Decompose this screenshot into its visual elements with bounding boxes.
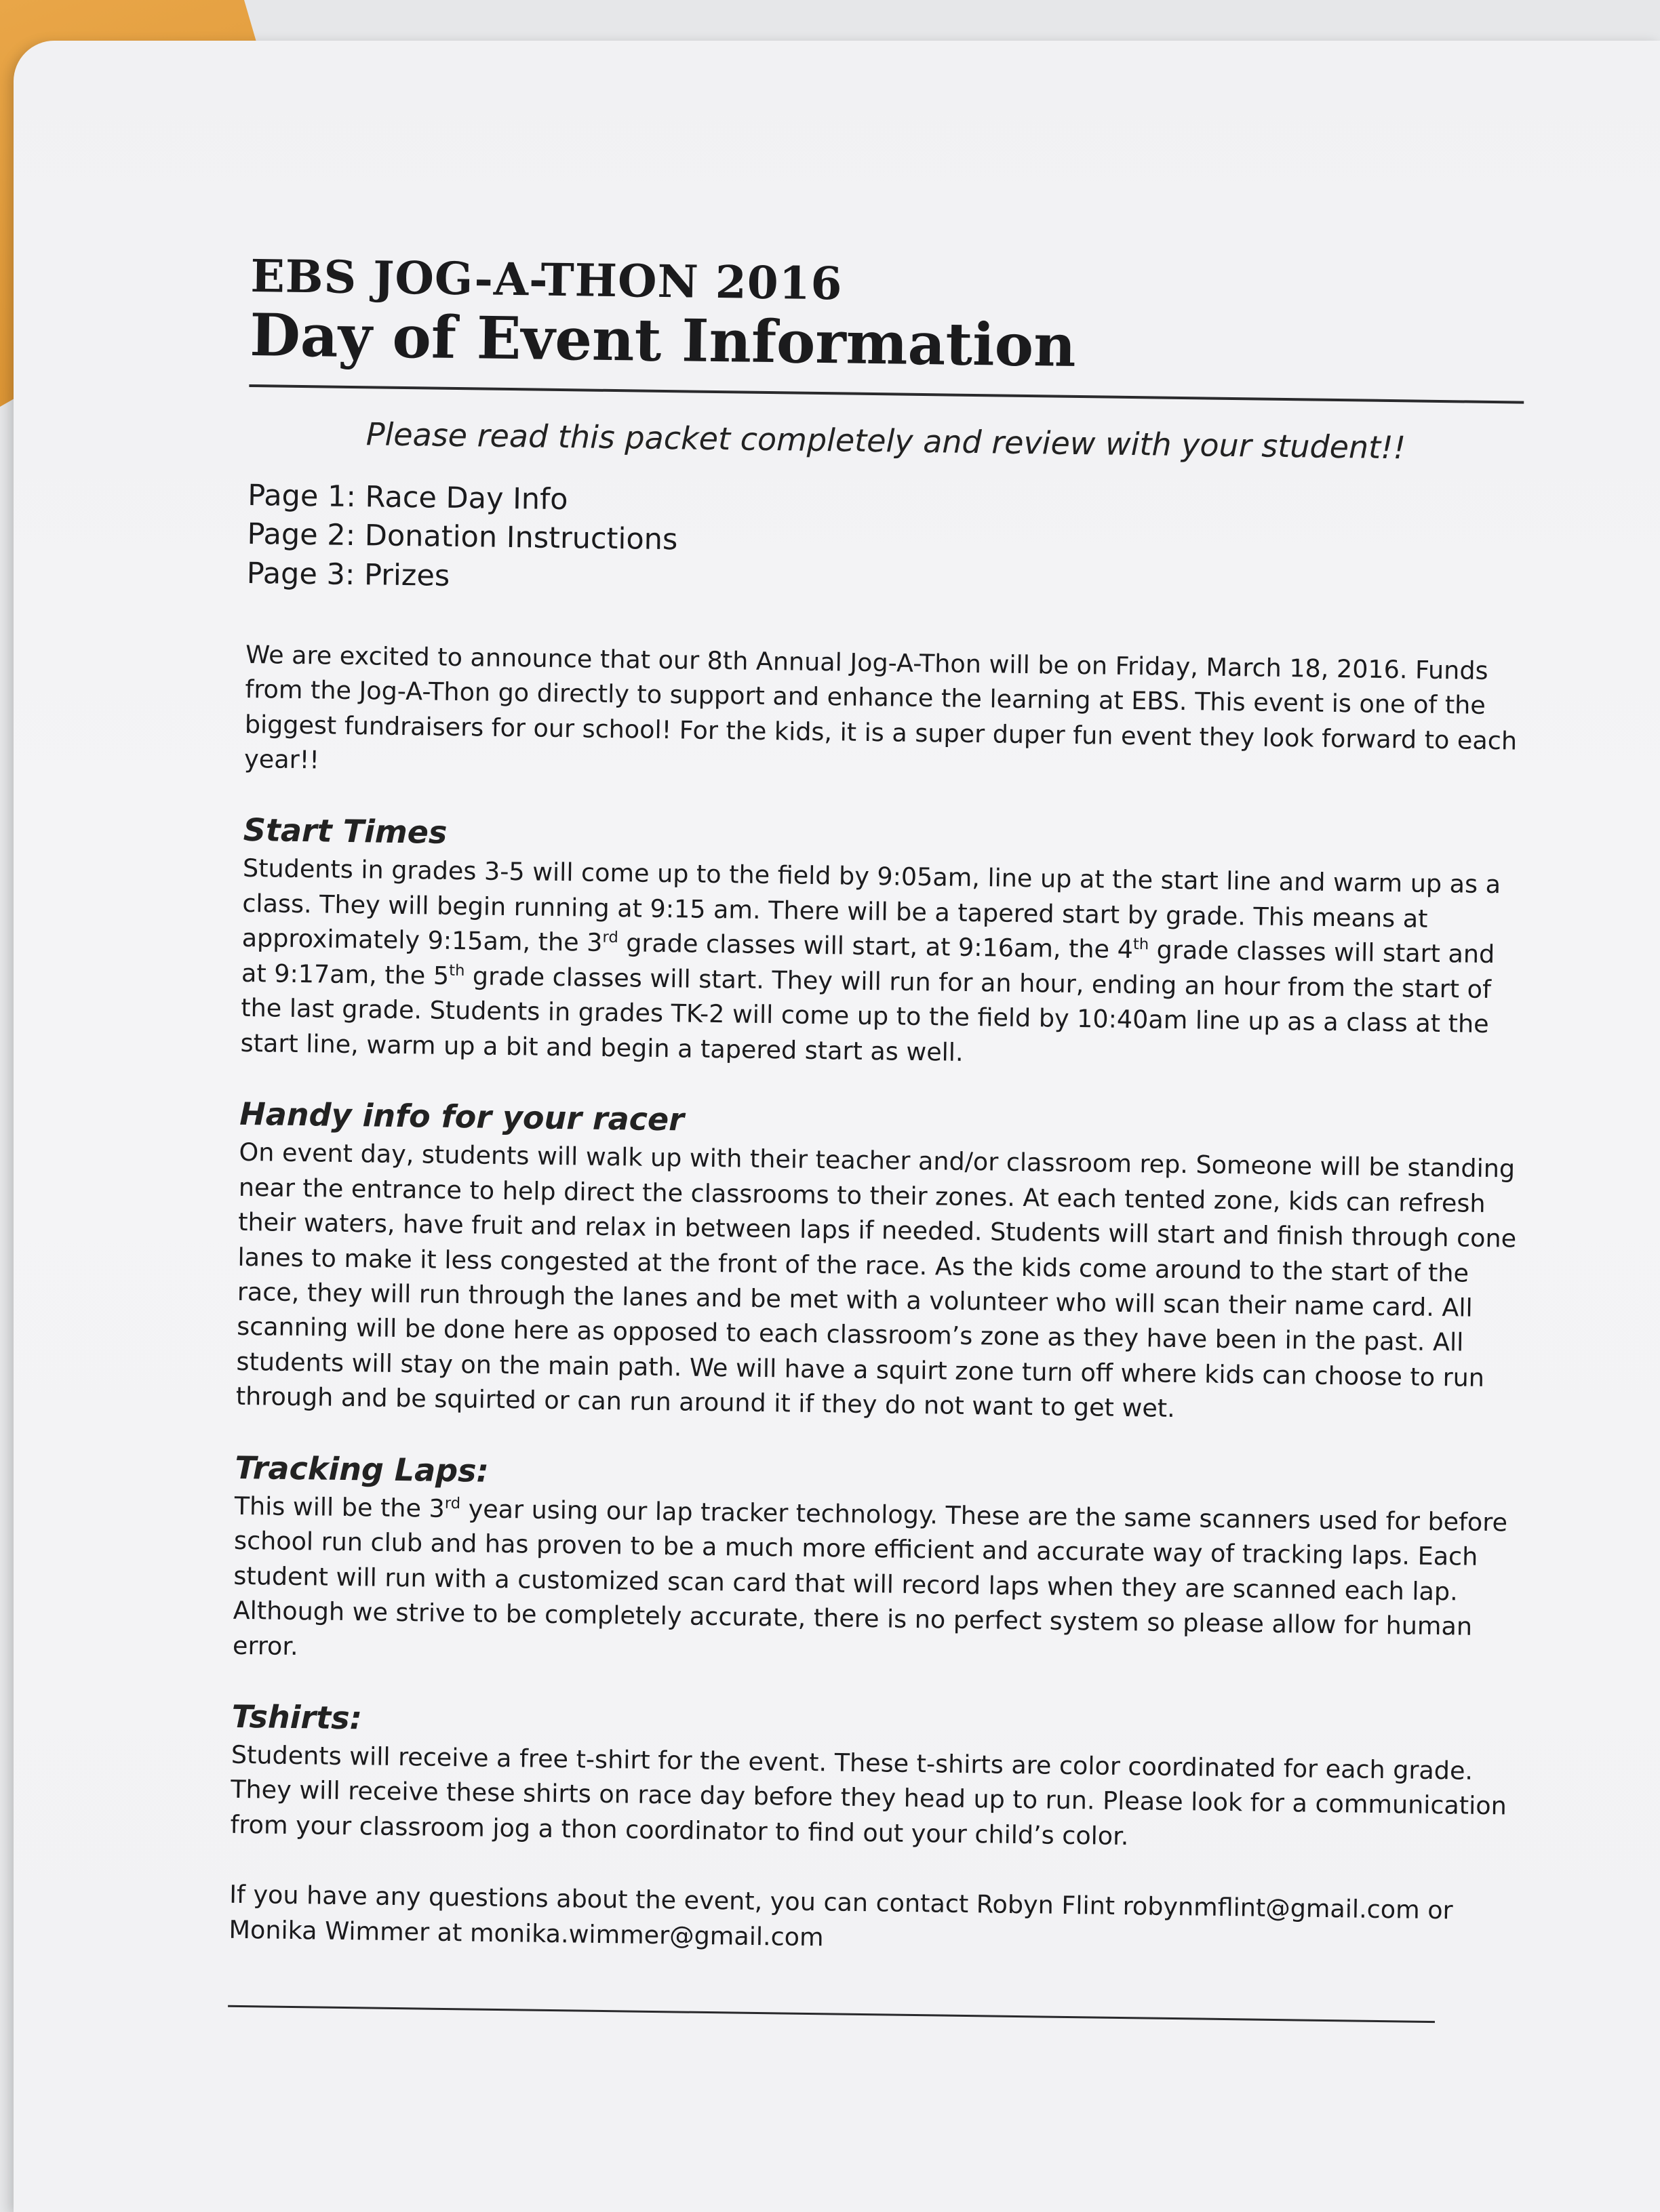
handy-info-heading: Handy info for your racer [239,1095,685,1138]
intro-paragraph: We are excited to announce that our 8th Annual Jog-A-Thon will be on Friday, March 18, 2016. Funds from the Jog-A-Thon go directly to support and enhance the learning at EBS. This event is one of the biggest fundraisers for our school! For the kids, it is a super duper fun event they look forward to each year!! [243,639,1518,775]
text-segment: year using our lap tracker technology. These are the same scanners used for before school run club and has proven to be a much more efficient and accurate way of tracking laps. Each student will run with a customized scan card that will record laps when they are scanned each lap. Although we strive to be completely accurate, there is no perfect system so please allow for human error. [232,1493,1508,1661]
tshirts-paragraph: Students will receive a free t-shirt for the event. These t-shirts are color coordinated for each grade. They will receive these shirts on race day before they head up to run. Please look for a communication from your classroom jog a thon coordinator to find out your child’s color. [230,1740,1507,1851]
text-segment: grade classes will start. They will run for an hour, ending an hour from the start of the last grade. Students in grades TK-2 will come up to the field by 10:40am line up as a class at the start line, warm up a bit and begin a tapered start as well. [240,961,1492,1067]
document-kicker: EBS JOG-A-THON 2016 [250,249,844,310]
page-index-item: Page 2: Donation Instructions [247,517,678,557]
ordinal-suffix: th [1132,936,1149,954]
read-notice: Please read this packet completely and review with your student!! [365,416,1406,466]
paper-sheet [14,41,1660,2212]
start-times-paragraph [240,851,1524,1077]
handy-info-paragraph: On event day, students will walk up with their teacher and/or classroom rep. Someone will be standing near the entrance to help direct the classrooms to their zones. At each tented zone, kids can refresh their waters, have fruit and relax in between laps if needed. Students will start and finish through cone lanes to make it less congested at the front of the race. As the kids come around to the start of the race, they will run through the lanes and be met with a volunteer who will scan their name card. All scanning will be done here as opposed to each classroom’s zone as they have been in the past. All students will stay on the main path. We will have a squirt zone turn off where kids can choose to run through and be squirted or can run around it if they do not want to get wet. [235,1138,1517,1424]
ordinal-suffix: rd [444,1494,461,1512]
page-index-item: Page 1: Race Day Info [247,478,568,517]
ordinal-suffix: rd [602,929,618,947]
footer-divider [228,2005,1435,2023]
text-segment: grade classes will start, at 9:16am, the 4 [618,928,1134,965]
title-divider [249,384,1524,404]
ordinal-suffix: th [449,961,465,980]
page-index [246,477,1549,611]
contact-paragraph: If you have any questions about the event, you can contact Robyn Flint robynmflint@gmail.com or Monika Wimmer at monika.wimmer@gmail.com [229,1880,1453,1952]
text-segment: Students in grades 3-5 will come up to the field by 9:05am, line up at the start line and warm up as a class. They will begin running at 9:15 am. There will be a tapered start by grade. This means at approximately 9:15am, the 3 [241,853,1501,958]
page-index-item: Page 3: Prizes [246,556,450,593]
tracking-laps-paragraph [233,1489,1516,1680]
document-body [228,251,1553,2024]
start-times-heading: Start Times [243,811,448,851]
tshirts-heading: Tshirts: [231,1697,363,1737]
text-segment: grade classes will start and at 9:17am, the 5 [241,935,1495,990]
document-title: Day of Event Information [249,300,1077,380]
tracking-laps-heading: Tracking Laps: [235,1449,490,1489]
text-segment: This will be the 3 [234,1491,446,1523]
